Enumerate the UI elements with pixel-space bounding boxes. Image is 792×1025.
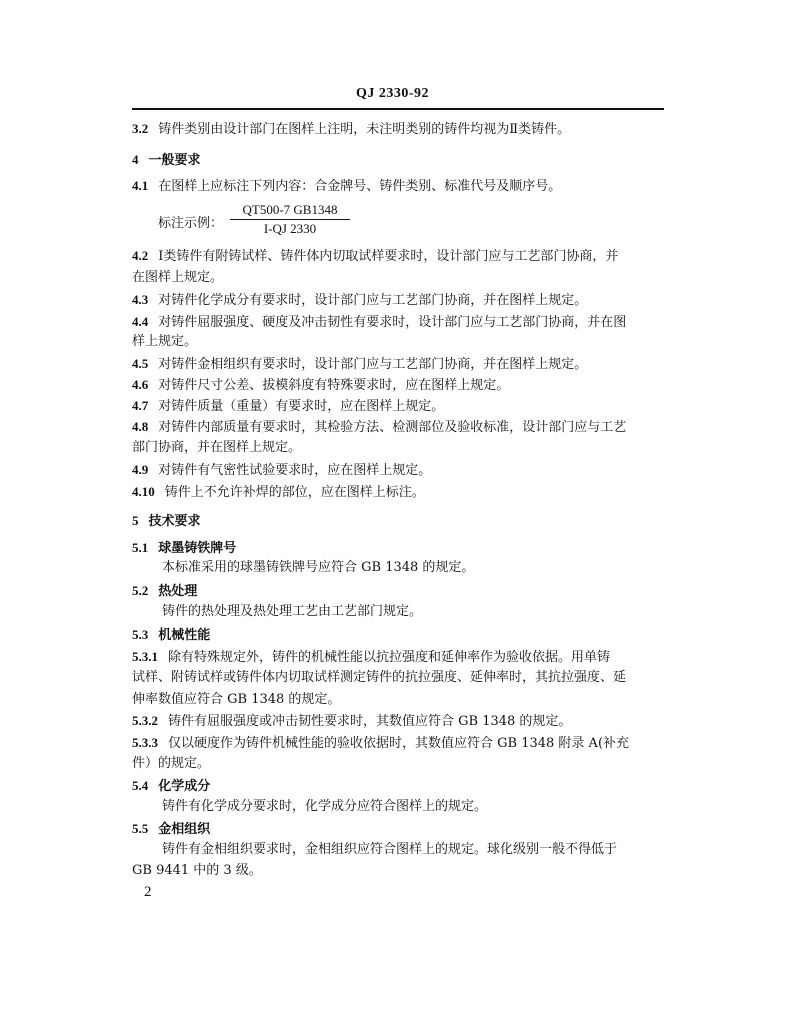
clause-number: 5.3.3 xyxy=(132,735,158,750)
formula-numerator: QT500-7 GB1348 xyxy=(230,202,350,220)
clause-number: 4.7 xyxy=(132,398,149,413)
clause-4-5 xyxy=(132,356,672,373)
clause-text: 对铸件金相组织有要求时，设计部门应与工艺部门协商，并在图样上规定。 xyxy=(158,357,588,372)
paragraph xyxy=(162,799,702,815)
clause-text: 伸率数值应符合 GB 1348 的规定。 xyxy=(132,692,341,707)
clause-number: 5.5 xyxy=(132,821,149,836)
subheading-5-5 xyxy=(132,821,672,838)
subheading-5-4 xyxy=(132,778,672,795)
page-number: 2 xyxy=(144,884,152,900)
clause-text: 铸件有屈服强度或冲击韧性要求时，其数值应符合 GB 1348 的规定。 xyxy=(168,714,572,729)
clause-text: GB 9441 中的 3 级。 xyxy=(132,863,262,878)
clause-text: 铸件有金相组织要求时，金相组织应符合图样上的规定。球化级别一般不得低于 xyxy=(162,842,618,857)
clause-number: 5.2 xyxy=(132,583,149,598)
clause-4-7 xyxy=(132,398,672,415)
formula-label: 标注示例： xyxy=(158,216,224,231)
clause-text: 试样、附铸试样或铸件体内切取试样测定铸件的抗拉强度、延伸率时，其抗拉强度、延 xyxy=(132,670,627,685)
header-rule xyxy=(132,108,664,110)
clause-number: 4.8 xyxy=(132,419,149,434)
clause-continuation xyxy=(132,334,672,350)
clause-continuation xyxy=(132,440,672,456)
clause-text: 对铸件内部质量有要求时，其检验方法、检测部位及验收标准，设计部门应与工艺 xyxy=(158,420,627,435)
clause-text: 铸件类别由设计部门在图样上注明，未注明类别的铸件均视为Ⅱ类铸件。 xyxy=(158,122,571,137)
document-code: QJ 2330-92 xyxy=(356,86,430,101)
clause-text: 对铸件质量（重量）有要求时，应在图样上规定。 xyxy=(158,399,445,414)
clause-number: 4.10 xyxy=(132,484,155,499)
clause-4-10 xyxy=(132,484,672,501)
clause-4-2 xyxy=(132,248,672,265)
clause-number: 4.4 xyxy=(132,314,149,329)
clause-text: 仅以硬度作为铸件机械性能的验收依据时，其数值应符合 GB 1348 附录 A(补充 xyxy=(168,736,630,751)
clause-number: 5.3.1 xyxy=(132,649,158,664)
paragraph xyxy=(162,842,702,858)
clause-number: 5 xyxy=(132,513,139,528)
clause-text: Ⅰ类铸件有附铸试样、铸件体内切取试样要求时，设计部门应与工艺部门协商，并 xyxy=(158,249,619,264)
clause-text: 样上规定。 xyxy=(132,334,198,349)
clause-text: 对铸件化学成分有要求时，设计部门应与工艺部门协商，并在图样上规定。 xyxy=(158,293,588,308)
clause-continuation xyxy=(132,692,672,708)
clause-text: 在图样上应标注下列内容：合金牌号、铸件类别、标准代号及顺序号。 xyxy=(158,179,562,194)
clause-text: 部门协商，并在图样上规定。 xyxy=(132,440,302,455)
clause-4-3 xyxy=(132,292,672,309)
subheading-5-1 xyxy=(132,540,672,557)
clause-text: 铸件上不允许补焊的部位，应在图样上标注。 xyxy=(164,485,425,500)
clause-number: 5.1 xyxy=(132,540,149,555)
clause-5-3-2 xyxy=(132,713,672,730)
clause-text: 对铸件有气密性试验要求时，应在图样上规定。 xyxy=(158,463,432,478)
section-heading-4 xyxy=(132,152,672,169)
clause-number: 4.3 xyxy=(132,292,149,307)
clause-number: 3.2 xyxy=(132,121,149,136)
paragraph xyxy=(162,560,702,576)
clause-text: 本标准采用的球墨铸铁牌号应符合 GB 1348 的规定。 xyxy=(162,560,475,575)
clause-number: 4.5 xyxy=(132,356,149,371)
clause-continuation xyxy=(132,863,672,879)
clause-text: 对铸件屈服强度、硬度及冲击韧性有要求时，设计部门应与工艺部门协商，并在图 xyxy=(158,315,627,330)
clause-text: 技术要求 xyxy=(148,514,201,529)
section-heading-5 xyxy=(132,513,672,530)
clause-number: 4.6 xyxy=(132,377,149,392)
clause-number: 4 xyxy=(132,152,139,167)
clause-text: 金相组织 xyxy=(158,822,211,837)
clause-continuation xyxy=(132,670,672,686)
clause-continuation xyxy=(132,756,672,772)
clause-text: 对铸件尺寸公差、拔模斜度有特殊要求时，应在图样上规定。 xyxy=(158,378,510,393)
clause-number: 5.3.2 xyxy=(132,713,158,728)
clause-text: 铸件有化学成分要求时，化学成分应符合图样上的规定。 xyxy=(162,799,488,814)
clause-text: 件）的规定。 xyxy=(132,756,211,771)
clause-text: 机械性能 xyxy=(158,628,211,643)
clause-continuation xyxy=(132,270,672,286)
paragraph xyxy=(162,604,702,620)
clause-text: 在图样上规定。 xyxy=(132,270,224,285)
clause-number: 4.2 xyxy=(132,248,149,263)
subheading-5-2 xyxy=(132,583,672,600)
clause-text: 除有特殊规定外，铸件的机械性能以抗拉强度和延伸率作为验收依据。用单铸 xyxy=(168,650,611,665)
clause-text: 球墨铸铁牌号 xyxy=(158,541,237,556)
marking-formula xyxy=(230,202,350,237)
clause-3-2 xyxy=(132,121,672,138)
clause-4-9 xyxy=(132,462,672,479)
clause-number: 4.9 xyxy=(132,462,149,477)
clause-text: 一般要求 xyxy=(148,153,201,168)
clause-number: 5.4 xyxy=(132,778,149,793)
clause-number: 4.1 xyxy=(132,178,149,193)
clause-5-3-1 xyxy=(132,649,672,666)
subheading-5-3 xyxy=(132,627,672,644)
clause-4-8 xyxy=(132,419,672,436)
formula-denominator: I-QJ 2330 xyxy=(263,221,317,236)
clause-5-3-3 xyxy=(132,735,672,752)
clause-text: 铸件的热处理及热处理工艺由工艺部门规定。 xyxy=(162,604,423,619)
clause-4-1 xyxy=(132,178,672,195)
clause-text: 热处理 xyxy=(158,584,198,599)
clause-text: 化学成分 xyxy=(158,779,211,794)
clause-number: 5.3 xyxy=(132,627,149,642)
clause-4-4 xyxy=(132,314,672,331)
clause-4-6 xyxy=(132,377,672,394)
